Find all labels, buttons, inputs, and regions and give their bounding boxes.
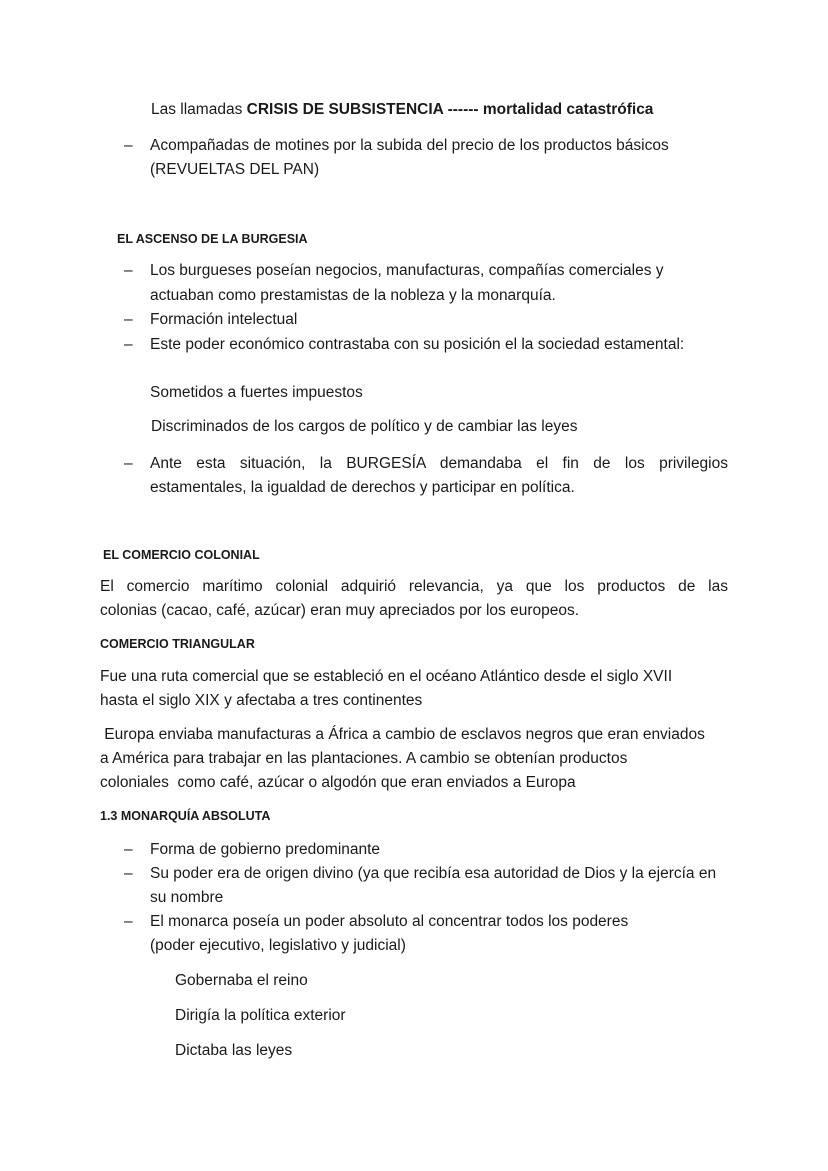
monarquia-sub-2: Dirigía la política exterior: [175, 1007, 346, 1024]
bullet-dash: –: [124, 137, 133, 154]
comercio-para-line-2: colonias (cacao, café, azúcar) eran muy apreciados por los europeos.: [100, 602, 580, 619]
bullet-dash: –: [124, 913, 133, 930]
triangular-para2-line-1: Europa enviaba manufacturas a África a cambio de esclavos negros que eran enviados: [100, 726, 705, 743]
section-heading-monarquia: 1.3 MONARQUÍA ABSOLUTA: [100, 809, 271, 823]
burguesia-sub-2: Discriminados de los cargos de político y de cambiar las leyes: [151, 418, 578, 435]
burguesia-bullet-4-line-2: estamentales, la igualdad de derechos y participar en política.: [150, 479, 575, 496]
bullet-dash: –: [124, 841, 133, 858]
burguesia-bullet-4-line-1: Ante esta situación, la BURGESÍA demandaba el fin de los privilegios: [150, 455, 728, 472]
crisis-prefix: Las llamadas: [151, 101, 247, 118]
monarquia-sub-1: Gobernaba el reino: [175, 972, 308, 989]
triangular-para1-line-1: Fue una ruta comercial que se estableció en el océano Atlántico desde el siglo XVII: [100, 668, 673, 685]
crisis-bold-a: CRISIS DE SUBSISTENCIA: [246, 101, 444, 118]
section-heading-comercio-colonial: EL COMERCIO COLONIAL: [103, 548, 260, 562]
burguesia-sub-1: Sometidos a fuertes impuestos: [150, 384, 363, 401]
burguesia-bullet-1-line-2: actuaban como prestamistas de la nobleza y la monarquía.: [150, 287, 556, 304]
triangular-para1-line-2: hasta el siglo XIX y afectaba a tres continentes: [100, 692, 423, 709]
monarquia-sub-3: Dictaba las leyes: [175, 1042, 293, 1059]
monarquia-bullet-2-line-2: su nombre: [150, 889, 224, 906]
comercio-paragraph: [100, 575, 728, 623]
bullet-dash: –: [124, 311, 133, 328]
crisis-bullet-line-1: Acompañadas de motines por la subida del precio de los productos básicos: [150, 137, 669, 154]
burguesia-bullet-4: [150, 452, 728, 500]
comercio-para-line-1: El comercio marítimo colonial adquirió relevancia, ya que los productos de las: [100, 578, 728, 595]
crisis-bullet-line-2: (REVUELTAS DEL PAN): [150, 161, 320, 178]
bullet-dash: –: [124, 336, 133, 353]
burguesia-bullet-1-line-1: Los burgueses poseían negocios, manufacturas, compañías comerciales y: [150, 262, 664, 279]
triangular-para2-line-3: coloniales como café, azúcar o algodón que eran enviados a Europa: [100, 774, 576, 791]
crisis-bold-b: ------ mortalidad catastrófica: [443, 101, 654, 118]
monarquia-bullet-1: Forma de gobierno predominante: [150, 841, 381, 858]
bullet-dash: –: [124, 865, 133, 882]
burguesia-bullet-3: Este poder económico contrastaba con su posición el la sociedad estamental:: [150, 336, 685, 353]
section-heading-burguesia: EL ASCENSO DE LA BURGESIA: [117, 232, 308, 246]
triangular-para2-line-2: a América para trabajar en las plantaciones. A cambio se obtenían productos: [100, 750, 628, 767]
section-heading-comercio-triangular: COMERCIO TRIANGULAR: [100, 637, 255, 651]
bullet-dash: –: [124, 455, 133, 472]
crisis-line: [151, 98, 653, 122]
monarquia-bullet-2-line-1: Su poder era de origen divino (ya que recibía esa autoridad de Dios y la ejercía en: [150, 865, 717, 882]
monarquia-bullet-3-line-1: El monarca poseía un poder absoluto al concentrar todos los poderes: [150, 913, 629, 930]
bullet-dash: –: [124, 262, 133, 279]
monarquia-bullet-3-line-2: (poder ejecutivo, legislativo y judicial): [150, 937, 406, 954]
burguesia-bullet-2: Formación intelectual: [150, 311, 298, 328]
